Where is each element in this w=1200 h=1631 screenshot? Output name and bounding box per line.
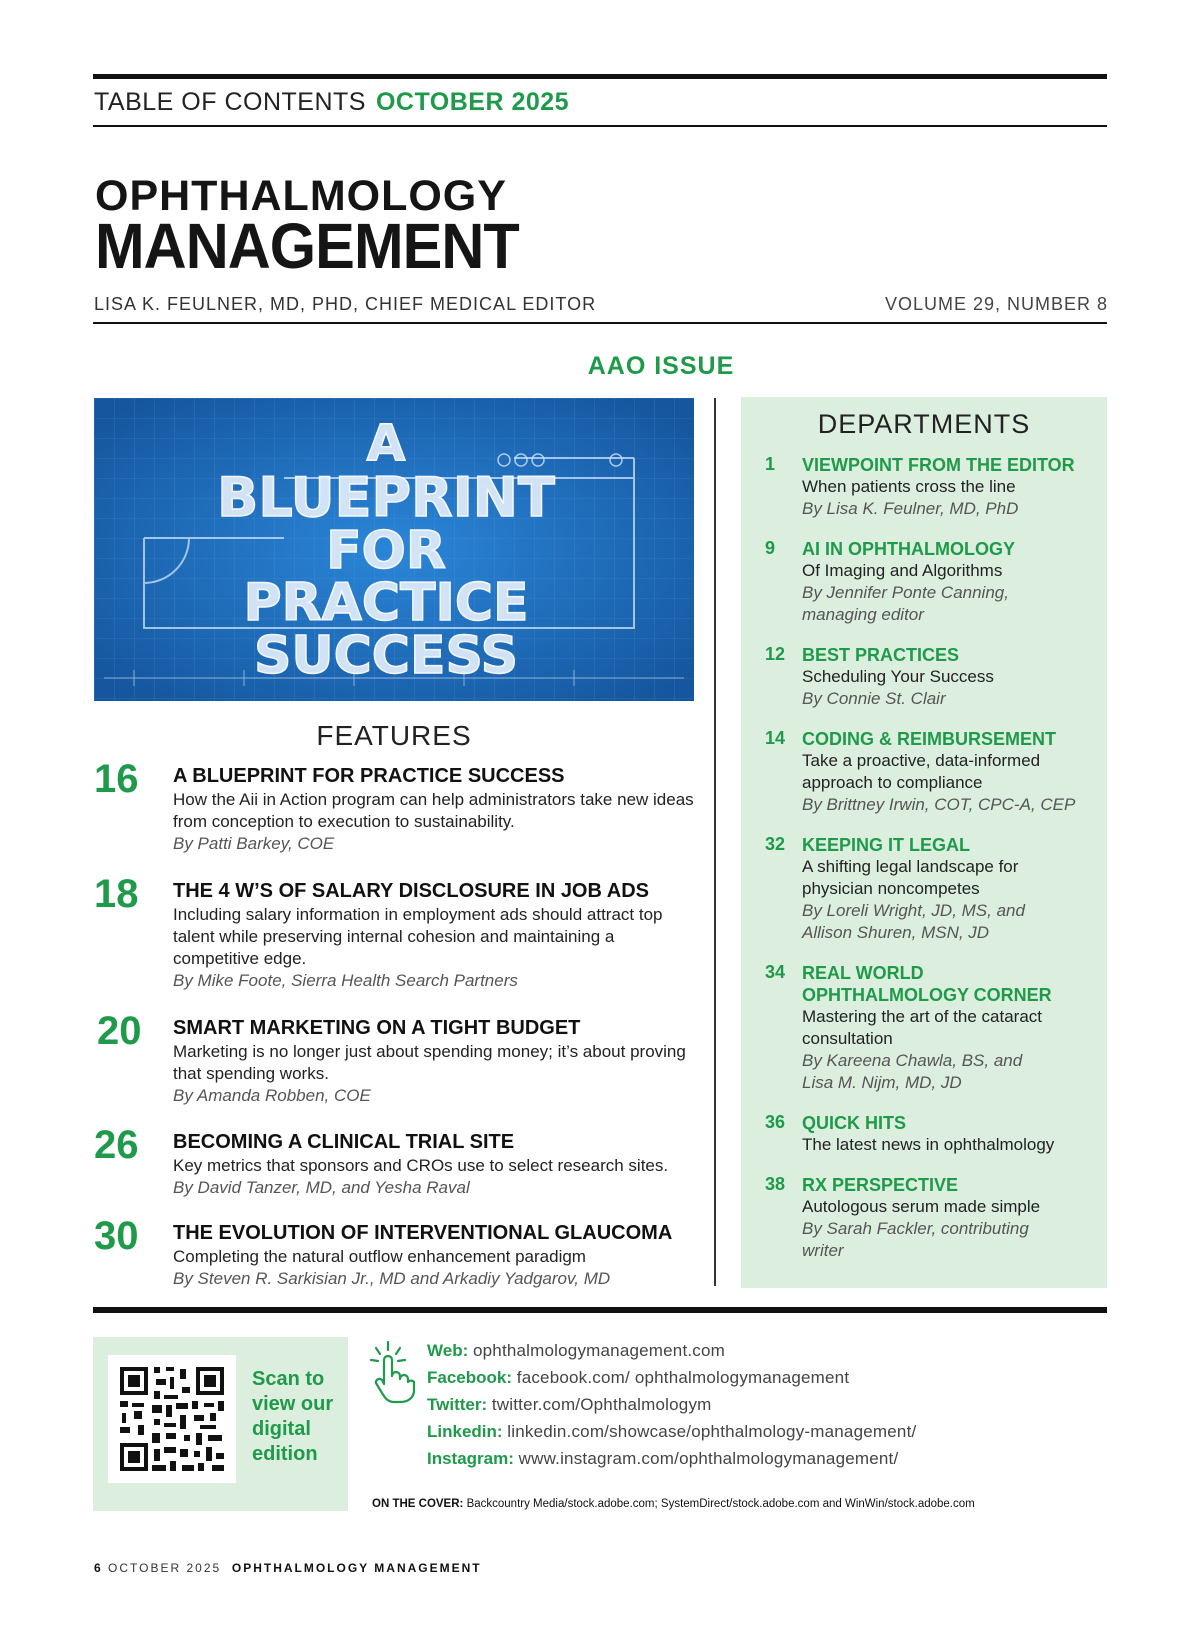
link-value[interactable]: linkedin.com/showcase/ophthalmology-management/: [507, 1422, 917, 1441]
header-divider: [93, 125, 1107, 127]
feature-description: Key metrics that sponsors and CROs use to select research sites.: [173, 1156, 669, 1175]
department-item[interactable]: [741, 538, 1107, 626]
issue-banner-text: AAO ISSUE: [587, 352, 735, 380]
folio-date: OCTOBER 2025: [108, 1561, 222, 1575]
feature-byline: By Patti Barkey, COE: [173, 834, 335, 853]
department-byline: By Connie St. Clair: [802, 689, 946, 708]
feature-byline: By Steven R. Sarkisian Jr., MD and Arkadiy Yadgarov, MD: [173, 1269, 611, 1288]
chief-editor: LISA K. FEULNER, MD, PHD, CHIEF MEDICAL EDITOR: [94, 294, 597, 314]
feature-title: SMART MARKETING ON A TIGHT BUDGET: [173, 1017, 581, 1039]
feature-title: THE EVOLUTION OF INTERVENTIONAL GLAUCOMA: [173, 1222, 673, 1244]
feature-page-number: 26: [94, 1123, 139, 1167]
department-byline: By Lisa K. Feulner, MD, PhD: [802, 499, 1019, 518]
department-page-number: 34: [765, 962, 786, 982]
feature-title: BECOMING A CLINICAL TRIAL SITE: [173, 1131, 515, 1153]
department-description: Mastering the art of the cataract consultation: [802, 1007, 1043, 1048]
feature-item[interactable]: [94, 1214, 700, 1290]
department-item[interactable]: [741, 962, 1107, 1094]
cover-line-5: SUCCESS: [253, 626, 519, 686]
department-item[interactable]: [741, 1174, 1107, 1262]
department-page-number: 1: [765, 454, 776, 474]
feature-page-number: 20: [97, 1009, 142, 1053]
issue-banner: [0, 352, 1200, 381]
department-page-number: 12: [765, 644, 786, 664]
link-label: Instagram:: [427, 1449, 514, 1468]
feature-byline: By Amanda Robben, COE: [173, 1086, 371, 1105]
department-title: BEST PRACTICES: [802, 645, 960, 665]
cover-credit-text: Backcountry Media/stock.adobe.com; SystemDirect/stock.adobe.com and WinWin/stock.adobe.com: [466, 1498, 975, 1510]
feature-byline: By Mike Foote, Sierra Health Search Partners: [173, 971, 518, 990]
link-value[interactable]: facebook.com/ ophthalmologymanagement: [516, 1368, 850, 1387]
feature-page-number: 30: [94, 1214, 139, 1258]
issue-month: OCTOBER 2025: [375, 88, 570, 116]
department-item[interactable]: [741, 1112, 1107, 1156]
department-item[interactable]: [741, 728, 1107, 816]
link-linkedin[interactable]: [427, 1418, 916, 1445]
feature-description: Marketing is no longer just about spending money; it’s about proving that spending works.: [173, 1042, 686, 1083]
feature-page-number: 18: [94, 872, 139, 916]
feature-description: Completing the natural outflow enhancement paradigm: [173, 1247, 586, 1266]
department-page-number: 9: [765, 538, 776, 558]
contact-links: [427, 1337, 916, 1472]
department-byline: By Loreli Wright, JD, MS, and Allison Shuren, MSN, JD: [802, 901, 1025, 942]
cover-line-3: FOR: [326, 521, 446, 581]
pointer-hand-icon: [368, 1340, 416, 1409]
department-description: The latest news in ophthalmology: [802, 1135, 1055, 1154]
feature-description: How the Aii in Action program can help administrators take new ideas from conception to execution to sustainability.: [173, 790, 694, 831]
column-divider: [714, 398, 716, 1286]
department-description: When patients cross the line: [802, 477, 1016, 496]
cover-line-1: A: [366, 414, 406, 472]
department-title: VIEWPOINT FROM THE EDITOR: [802, 455, 1075, 475]
feature-description: Including salary information in employment ads should attract top talent while preserving internal cohesion and maintaining a competitive edge.: [173, 905, 663, 968]
department-description: Of Imaging and Algorithms: [802, 561, 1003, 580]
feature-item[interactable]: [94, 1009, 700, 1107]
link-label: Facebook:: [427, 1368, 513, 1387]
department-item[interactable]: [741, 834, 1107, 944]
department-title: REAL WORLD OPHTHALMOLOGY CORNER: [802, 963, 1052, 1005]
link-twitter[interactable]: [427, 1391, 916, 1418]
department-byline: By Jennifer Ponte Canning, managing editor: [802, 583, 1009, 624]
link-instagram[interactable]: [427, 1445, 916, 1472]
feature-item[interactable]: [94, 1123, 700, 1199]
feature-item[interactable]: [94, 872, 700, 992]
department-title: AI IN OPHTHALMOLOGY: [802, 539, 1015, 559]
department-description: Autologous serum made simple: [802, 1197, 1041, 1216]
departments-heading: DEPARTMENTS: [817, 409, 1031, 439]
department-title: KEEPING IT LEGAL: [802, 835, 971, 855]
department-title: CODING & REIMBURSEMENT: [802, 729, 1057, 749]
cover-credit-label: ON THE COVER:: [372, 1498, 464, 1510]
top-rule: [93, 74, 1107, 79]
department-page-number: 38: [765, 1174, 786, 1194]
volume-number: VOLUME 29, NUMBER 8: [884, 294, 1108, 314]
link-value[interactable]: ophthalmologymanagement.com: [472, 1341, 726, 1360]
feature-title: A BLUEPRINT FOR PRACTICE SUCCESS: [173, 765, 565, 787]
masthead-line1: OPHTHALMOLOGY: [95, 172, 507, 220]
department-item[interactable]: [741, 454, 1107, 520]
department-description: Scheduling Your Success: [802, 667, 994, 686]
toc-header: [94, 88, 569, 117]
feature-byline: By David Tanzer, MD, and Yesha Raval: [173, 1178, 470, 1197]
folio-page-number: 6: [94, 1561, 103, 1575]
qr-code[interactable]: [108, 1355, 236, 1483]
folio-title: OPHTHALMOLOGY MANAGEMENT: [231, 1561, 482, 1575]
feature-item[interactable]: [94, 757, 700, 855]
link-label: Linkedin:: [427, 1422, 503, 1441]
link-value[interactable]: twitter.com/Ophthalmologym: [491, 1395, 712, 1414]
masthead-divider: [93, 322, 1107, 324]
footer-rule: [93, 1307, 1107, 1313]
link-label: Twitter:: [427, 1395, 488, 1414]
department-description: Take a proactive, data-informed approach to compliance: [802, 751, 1041, 792]
link-value[interactable]: www.instagram.com/ophthalmologymanagement/: [518, 1449, 899, 1468]
link-web[interactable]: [427, 1337, 916, 1364]
toc-label: TABLE OF CONTENTS: [94, 88, 366, 116]
department-byline: By Brittney Irwin, COT, CPC-A, CEP: [802, 795, 1076, 814]
scan-prompt: Scan to view our digital edition: [252, 1368, 334, 1465]
features-heading: FEATURES: [316, 720, 472, 751]
page-folio: [94, 1561, 482, 1575]
department-title: QUICK HITS: [802, 1113, 907, 1133]
cover-credit: [372, 1498, 975, 1510]
department-byline: By Kareena Chawla, BS, and Lisa M. Nijm, MD, JD: [802, 1051, 1023, 1092]
cover-line-2: BLUEPRINT: [217, 466, 555, 529]
feature-page-number: 16: [94, 757, 139, 801]
department-page-number: 14: [765, 728, 786, 748]
masthead-line2: MANAGEMENT: [95, 210, 519, 282]
department-byline: By Sarah Fackler, contributing writer: [802, 1219, 1029, 1260]
feature-title: THE 4 W’S OF SALARY DISCLOSURE IN JOB ADS: [173, 880, 649, 902]
department-page-number: 36: [765, 1112, 786, 1132]
cover-image: [94, 398, 694, 701]
department-title: RX PERSPECTIVE: [802, 1175, 959, 1195]
link-label: Web:: [427, 1341, 469, 1360]
department-item[interactable]: [741, 644, 1107, 710]
cover-line-4: PRACTICE: [243, 573, 529, 633]
department-description: A shifting legal landscape for physician noncompetes: [802, 857, 1019, 898]
link-facebook[interactable]: [427, 1364, 916, 1391]
department-page-number: 32: [765, 834, 786, 854]
